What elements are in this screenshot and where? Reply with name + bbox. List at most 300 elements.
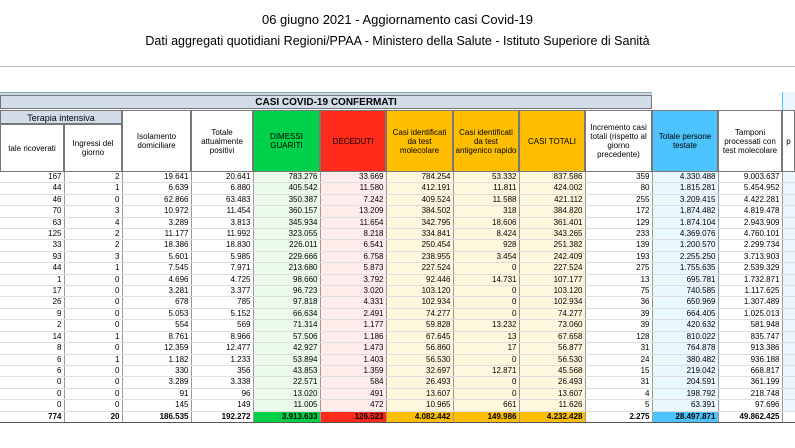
table-cell: 3.020 [320, 286, 386, 297]
table-cell [782, 343, 795, 354]
table-cell: 73.060 [519, 320, 585, 331]
table-cell: 92.446 [386, 274, 453, 285]
table-cell: 5.454.952 [718, 183, 782, 194]
table-cell: 2 [64, 240, 122, 251]
table-cell: 8.218 [320, 229, 386, 240]
table-row [0, 172, 795, 183]
table-cell: 93 [0, 251, 64, 262]
table-cell: 661 [453, 400, 519, 411]
table-cell: 186.535 [122, 411, 191, 422]
table-row [0, 388, 795, 399]
table-cell [782, 331, 795, 342]
table-cell: 1 [64, 354, 122, 365]
table-cell: 56.530 [519, 354, 585, 365]
table-cell: 0 [0, 377, 64, 388]
table-cell: 810.022 [652, 331, 718, 342]
table-cell [782, 286, 795, 297]
table-cell: 15 [585, 365, 652, 376]
table-cell: 13.209 [320, 206, 386, 217]
table-cell: 913.386 [718, 343, 782, 354]
table-cell: 53.332 [453, 172, 519, 183]
table-cell: 360.157 [253, 206, 320, 217]
table-cell [782, 194, 795, 205]
table-row [0, 183, 795, 194]
table-cell: 10.965 [386, 400, 453, 411]
table-cell: 62.866 [122, 194, 191, 205]
table-cell: 11.626 [519, 400, 585, 411]
col-header-ingressi: Ingressi del giorno [64, 124, 122, 172]
col-header-antigenico: Casi identificati da test antigenico rapido [453, 110, 519, 172]
table-cell: 0 [0, 388, 64, 399]
table-cell: 1.359 [320, 365, 386, 376]
table-row [0, 194, 795, 205]
table-cell: 2 [0, 320, 64, 331]
col-header-dimessi: DIMESSI GUARITI [253, 110, 320, 172]
table-cell: 0 [64, 286, 122, 297]
table-cell: 2.275 [585, 411, 652, 422]
table-cell: 356 [191, 365, 253, 376]
table-cell: 491 [320, 388, 386, 399]
table-cell: 318 [453, 206, 519, 217]
table-cell: 20.641 [191, 172, 253, 183]
table-cell: 1.200.570 [652, 240, 718, 251]
table-cell: 1 [64, 183, 122, 194]
table-row [0, 263, 795, 274]
table-cell: 126.523 [320, 411, 386, 422]
table-cell: 96 [191, 388, 253, 399]
table-cell: 0 [64, 400, 122, 411]
table-cell [782, 240, 795, 251]
table-cell: 192.272 [191, 411, 253, 422]
table-cell [782, 388, 795, 399]
table-row [0, 217, 795, 228]
table-cell: 0 [64, 194, 122, 205]
table-cell: 18.830 [191, 240, 253, 251]
table-cell: 149.986 [453, 411, 519, 422]
table-cell: 783.276 [253, 172, 320, 183]
table-cell: 6.758 [320, 251, 386, 262]
table-cell: 1.473 [320, 343, 386, 354]
table-cell: 31 [585, 343, 652, 354]
totals-row [0, 411, 795, 422]
table-cell [782, 320, 795, 331]
table-cell: 3.281 [122, 286, 191, 297]
table-cell: 56.877 [519, 343, 585, 354]
divider [0, 66, 795, 67]
table-cell: 3 [64, 206, 122, 217]
table-cell: 42.927 [253, 343, 320, 354]
report-subtitle: Dati aggregati quotidiani Regioni/PPAA - Ministero della Salute - Istituto Superiore di Sanità [145, 34, 650, 48]
table-cell: 31 [585, 377, 652, 388]
table-cell: 1.117.625 [718, 286, 782, 297]
table-cell: 11.992 [191, 229, 253, 240]
table-cell [782, 251, 795, 262]
table-cell: 837.586 [519, 172, 585, 183]
table-cell: 97.696 [718, 400, 782, 411]
table-cell: 678 [122, 297, 191, 308]
table-cell: 227.524 [386, 263, 453, 274]
table-cell: 0 [64, 308, 122, 319]
table-cell: 36 [585, 297, 652, 308]
table-cell: 39 [585, 320, 652, 331]
table-cell [782, 274, 795, 285]
table-cell: 2.943.909 [718, 217, 782, 228]
table-cell: 1.025.013 [718, 308, 782, 319]
table-cell: 3.913.633 [253, 411, 320, 422]
table-cell: 67.645 [386, 331, 453, 342]
table-cell: 46 [0, 194, 64, 205]
table-cell: 345.934 [253, 217, 320, 228]
table-cell: 74.277 [519, 308, 585, 319]
table-cell: 20 [64, 411, 122, 422]
table-cell: 74.277 [386, 308, 453, 319]
table-cell: 18.606 [453, 217, 519, 228]
table-cell: 0 [453, 388, 519, 399]
table-cell: 22.571 [253, 377, 320, 388]
table-cell: 1.732.871 [718, 274, 782, 285]
table-cell: 33 [0, 240, 64, 251]
col-header-tamponi: Tamponi processati con test molecolare [718, 110, 782, 172]
table-cell: 0 [453, 377, 519, 388]
table-cell: 1.177 [320, 320, 386, 331]
table-cell: 219.042 [652, 365, 718, 376]
table-cell: 102.934 [519, 297, 585, 308]
table-cell: 740.585 [652, 286, 718, 297]
table-cell: 67.658 [519, 331, 585, 342]
table-cell: 17 [453, 343, 519, 354]
table-cell: 664.405 [652, 308, 718, 319]
table-cell: 2.255.250 [652, 251, 718, 262]
table-cell: 361.401 [519, 217, 585, 228]
table-cell: 668.817 [718, 365, 782, 376]
table-cell: 4.819.478 [718, 206, 782, 217]
table-cell: 3.289 [122, 377, 191, 388]
table-cell: 70 [0, 206, 64, 217]
table-cell: 764.878 [652, 343, 718, 354]
table-row [0, 240, 795, 251]
table-cell [782, 308, 795, 319]
table-cell: 172 [585, 206, 652, 217]
table-cell: 9.003.637 [718, 172, 782, 183]
table-cell: 1.755.635 [652, 263, 718, 274]
table-cell: 24 [585, 354, 652, 365]
table-cell: 3.289 [122, 217, 191, 228]
table-row [0, 343, 795, 354]
table-cell: 3.792 [320, 274, 386, 285]
table-cell: 198.792 [652, 388, 718, 399]
table-cell: 14 [0, 331, 64, 342]
table-cell: 193 [585, 251, 652, 262]
table-cell: 409.524 [386, 194, 453, 205]
col-header-incremento: Incremento casi totali (rispetto al giorno precedente) [585, 110, 652, 172]
table-cell: 13.607 [519, 388, 585, 399]
table-cell: 125 [0, 229, 64, 240]
report-title: 06 giugno 2021 - Aggiornamento casi Covid-19 [261, 12, 533, 27]
table-cell: 3.713.903 [718, 251, 782, 262]
table-cell: 26.493 [519, 377, 585, 388]
table-row [0, 377, 795, 388]
table-cell: 33.669 [320, 172, 386, 183]
table-cell: 3 [64, 251, 122, 262]
table-cell: 8 [0, 343, 64, 354]
table-row [0, 274, 795, 285]
table-row [0, 320, 795, 331]
table-cell: 11.588 [453, 194, 519, 205]
table-cell: 6.541 [320, 240, 386, 251]
table-title: CASI COVID-19 CONFERMATI [0, 95, 652, 109]
table-cell: 0 [64, 377, 122, 388]
table-cell: 384.502 [386, 206, 453, 217]
table-cell: 13.232 [453, 320, 519, 331]
table-cell: 98.660 [253, 274, 320, 285]
table-cell: 255 [585, 194, 652, 205]
table-cell: 695.781 [652, 274, 718, 285]
table-cell: 0 [453, 263, 519, 274]
table-cell: 128 [585, 331, 652, 342]
table-cell: 5.985 [191, 251, 253, 262]
table-cell: 835.747 [718, 331, 782, 342]
col-header-ricoverati: tale ricoverati [0, 124, 64, 172]
table-cell: 11.005 [253, 400, 320, 411]
table-cell: 7.242 [320, 194, 386, 205]
col-header-isolamento: Isolamento domiciliare [122, 110, 191, 172]
table-cell: 13 [585, 274, 652, 285]
table-cell: 472 [320, 400, 386, 411]
table-cell: 0 [453, 354, 519, 365]
table-cell: 129 [585, 217, 652, 228]
table-cell [782, 365, 795, 376]
table-cell: 2.299.734 [718, 240, 782, 251]
table-cell: 26 [0, 297, 64, 308]
table-cell: 1.186 [320, 331, 386, 342]
table-cell: 4.725 [191, 274, 253, 285]
table-cell: 0 [64, 365, 122, 376]
table-cell: 80 [585, 183, 652, 194]
table-cell: 0 [453, 286, 519, 297]
table-cell: 56.860 [386, 343, 453, 354]
table-cell: 384.820 [519, 206, 585, 217]
table-cell: 6.639 [122, 183, 191, 194]
table-cell: 229.666 [253, 251, 320, 262]
table-cell: 75 [585, 286, 652, 297]
table-cell: 13.020 [253, 388, 320, 399]
col-header-cut: p [782, 110, 795, 172]
table-cell: 6 [0, 365, 64, 376]
table-cell: 5.152 [191, 308, 253, 319]
table-row [0, 286, 795, 297]
table-cell: 334.841 [386, 229, 453, 240]
table-cell [782, 400, 795, 411]
table-cell: 4.760.101 [718, 229, 782, 240]
table-cell: 13.607 [386, 388, 453, 399]
table-cell: 11.580 [320, 183, 386, 194]
table-cell: 17 [0, 286, 64, 297]
table-cell [782, 263, 795, 274]
table-row [0, 365, 795, 376]
col-header-totale-positivi: Totale attualmente positivi [191, 110, 253, 172]
table-cell: 145 [122, 400, 191, 411]
table-row [0, 297, 795, 308]
table-cell: 0 [64, 343, 122, 354]
table-cell: 14.731 [453, 274, 519, 285]
table-cell: 250.454 [386, 240, 453, 251]
table-cell: 0 [64, 274, 122, 285]
table-cell: 2 [64, 172, 122, 183]
table-cell: 405.542 [253, 183, 320, 194]
table-cell: 4.696 [122, 274, 191, 285]
table-cell: 242.409 [519, 251, 585, 262]
table-cell [782, 172, 795, 183]
table-cell: 63.483 [191, 194, 253, 205]
table-cell: 11.454 [191, 206, 253, 217]
table-cell: 420.632 [652, 320, 718, 331]
table-cell: 928 [453, 240, 519, 251]
table-cell: 3.813 [191, 217, 253, 228]
table-cell: 581.948 [718, 320, 782, 331]
table-cell: 4.082.442 [386, 411, 453, 422]
table-cell: 218.748 [718, 388, 782, 399]
table-cell: 149 [191, 400, 253, 411]
table-cell: 49.862.425 [718, 411, 782, 422]
table-cell: 4 [64, 217, 122, 228]
table-row [0, 331, 795, 342]
data-table [0, 172, 795, 423]
table-cell: 11.811 [453, 183, 519, 194]
table-cell: 323.055 [253, 229, 320, 240]
table-cell: 4.369.076 [652, 229, 718, 240]
table-cell: 12.871 [453, 365, 519, 376]
table-cell: 5.601 [122, 251, 191, 262]
table-cell: 28.497.871 [652, 411, 718, 422]
table-cell: 650.969 [652, 297, 718, 308]
table-cell: 139 [585, 240, 652, 251]
table-cell: 2.491 [320, 308, 386, 319]
table-cell [782, 183, 795, 194]
table-cell [782, 229, 795, 240]
table-cell: 8.424 [453, 229, 519, 240]
table-cell: 102.934 [386, 297, 453, 308]
table-cell: 63 [0, 217, 64, 228]
table-cell: 1.815.281 [652, 183, 718, 194]
table-cell: 1.182 [122, 354, 191, 365]
table-cell: 44 [0, 183, 64, 194]
table-cell: 6 [0, 354, 64, 365]
table-cell: 359 [585, 172, 652, 183]
table-cell: 2.539.329 [718, 263, 782, 274]
table-cell: 107.177 [519, 274, 585, 285]
table-cell [782, 297, 795, 308]
col-header-molecolare: Casi identificati da test molecolare [386, 110, 453, 172]
table-cell: 251.382 [519, 240, 585, 251]
table-cell: 233 [585, 229, 652, 240]
table-cell: 350.387 [253, 194, 320, 205]
table-cell: 5 [585, 400, 652, 411]
table-cell: 213.680 [253, 263, 320, 274]
table-cell: 45.568 [519, 365, 585, 376]
table-cell: 103.120 [386, 286, 453, 297]
table-cell: 226.011 [253, 240, 320, 251]
table-cell: 0 [453, 308, 519, 319]
table-cell: 66.634 [253, 308, 320, 319]
table-cell: 1 [0, 274, 64, 285]
table-cell: 5.873 [320, 263, 386, 274]
table-cell: 3.377 [191, 286, 253, 297]
table-cell: 7.545 [122, 263, 191, 274]
table-cell: 96.723 [253, 286, 320, 297]
col-header-deceduti: DECEDUTI [320, 110, 386, 172]
table-cell: 3.209.415 [652, 194, 718, 205]
table-cell [782, 377, 795, 388]
table-cell [782, 354, 795, 365]
table-cell: 330 [122, 365, 191, 376]
table-cell [782, 206, 795, 217]
table-row [0, 229, 795, 240]
table-cell: 53.894 [253, 354, 320, 365]
col-header-persone-testate: Totale persone testate [652, 110, 718, 172]
table-cell: 56.530 [386, 354, 453, 365]
table-cell: 275 [585, 263, 652, 274]
table-cell: 103.120 [519, 286, 585, 297]
table-cell: 167 [0, 172, 64, 183]
table-cell: 4.331 [320, 297, 386, 308]
table-row [0, 354, 795, 365]
table-cell: 554 [122, 320, 191, 331]
subgroup-terapia-intensiva: Terapia intensiva [0, 110, 122, 124]
table-cell: 1 [64, 331, 122, 342]
table-cell: 4.422.281 [718, 194, 782, 205]
table-cell: 569 [191, 320, 253, 331]
table-cell: 32.697 [386, 365, 453, 376]
table-cell: 0 [0, 400, 64, 411]
table-cell: 4 [585, 388, 652, 399]
table-cell: 59.828 [386, 320, 453, 331]
table-cell: 3.338 [191, 377, 253, 388]
table-cell: 8.966 [191, 331, 253, 342]
table-cell: 1.307.489 [718, 297, 782, 308]
table-cell: 412.191 [386, 183, 453, 194]
table-row [0, 308, 795, 319]
table-cell: 421.112 [519, 194, 585, 205]
table-cell: 774 [0, 411, 64, 422]
table-cell: 5.053 [122, 308, 191, 319]
table-cell: 0 [64, 297, 122, 308]
table-cell: 342.795 [386, 217, 453, 228]
table-cell: 18.386 [122, 240, 191, 251]
table-cell: 6.880 [191, 183, 253, 194]
table-cell: 97.818 [253, 297, 320, 308]
table-cell: 1.874.482 [652, 206, 718, 217]
table-cell: 936.188 [718, 354, 782, 365]
table-cell: 11.177 [122, 229, 191, 240]
table-cell: 784.254 [386, 172, 453, 183]
table-cell: 4.232.428 [519, 411, 585, 422]
table-row [0, 206, 795, 217]
table-cell: 0 [453, 297, 519, 308]
table-cell: 4.330.488 [652, 172, 718, 183]
table-cell: 26.493 [386, 377, 453, 388]
table-cell: 227.524 [519, 263, 585, 274]
table-cell: 343.265 [519, 229, 585, 240]
table-cell: 0 [64, 388, 122, 399]
table-cell: 1.403 [320, 354, 386, 365]
table-cell: 584 [320, 377, 386, 388]
table-cell: 12.477 [191, 343, 253, 354]
table-cell: 424.002 [519, 183, 585, 194]
table-row [0, 251, 795, 262]
table-row [0, 400, 795, 411]
table-cell: 380.482 [652, 354, 718, 365]
table-cell: 71.314 [253, 320, 320, 331]
